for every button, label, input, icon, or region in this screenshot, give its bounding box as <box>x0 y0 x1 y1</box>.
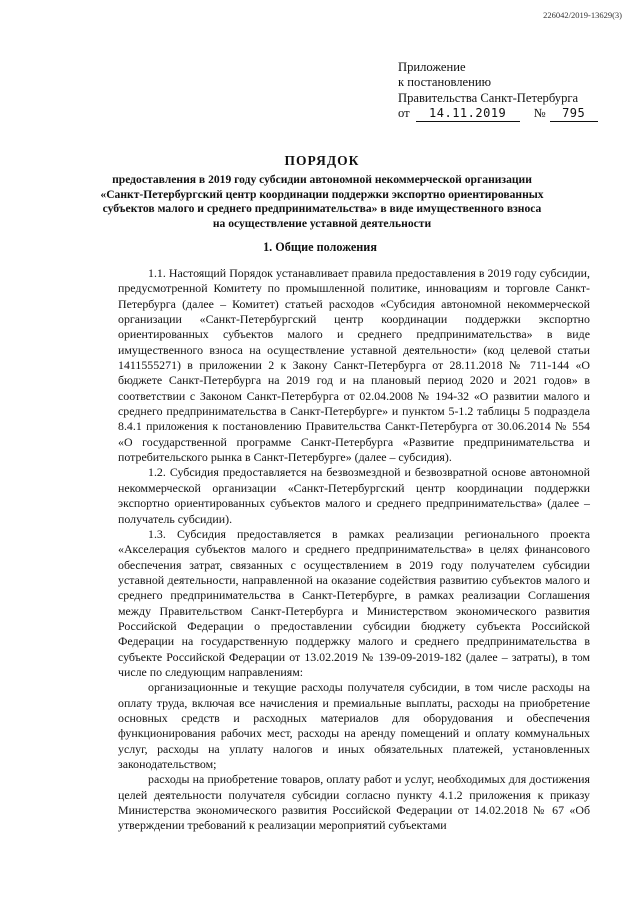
document-id: 226042/2019-13629(3) <box>543 10 622 20</box>
date-prefix: от <box>398 105 410 120</box>
appendix-line-1: Приложение <box>398 60 466 74</box>
document-title-block <box>96 153 548 231</box>
section-body <box>118 266 590 834</box>
paragraph-1-2: 1.2. Субсидия предоставляется на безвозмездной и безвозвратной основе автономной некоммерческой организации «Санкт-Петербургский центр координации поддержки экспортно ориентированных субъектов малого и среднего предпринимательства» (далее – получатель субсидии). <box>118 465 590 526</box>
paragraph-expense-item: организационные и текущие расходы получателя субсидии, в том числе расходы на оплату труда, включая все начисления и премиальные выплаты, расходы на приобретение основных средств и расходных материалов для оборудования и обеспечения функционирования рабочих мест, расходы на аренду помещений и оплату коммунальных услуг, расходы на уплату налогов и иных обязательных платежей, установленных законодательством; <box>118 680 590 771</box>
appendix-line-2: к постановлению <box>398 75 492 90</box>
paragraph-1-1: 1.1. Настоящий Порядок устанавливает правила предоставления в 2019 году субсидии, предусмотренной Комитету по промышленной политике, инновациям и торговле Санкт-Петербурга (далее – Комитет) статьей расходов «Субсидия автономной некоммерческой организации «Санкт-Петербургский центр координации поддержки экспортно ориентированных субъектов малого и среднего предпринимательства» в виде имущественного взноса на осуществление уставной деятельности» (код целевой статьи 1411555271) в приложении 2 к Закону Санкт-Петербурга от 28.11.2018 № 711-144 «О бюджете Санкт-Петербурга на 2019 год и на плановый период 2020 и 2021 годов» в соответствии с Законом Санкт-Петербурга от 02.04.2008 № 194-32 «О развитии малого и среднего предпринимательства в Санкт-Петербурге» и пунктом 5-1.2 таблицы 5 подраздела 8.4.1 приложения к постановлению Правительства Санкт-Петербурга от 30.06.2014 № 554 «О государственной программе Санкт-Петербурга «Развитие предпринимательства и потребительского рынка в Санкт-Петербурге» (далее – субсидия). <box>118 266 590 465</box>
document-title: ПОРЯДОК <box>284 153 360 168</box>
title-line: на осуществление уставной деятельности <box>212 216 432 230</box>
decree-date: 14.11.2019 <box>416 106 520 122</box>
appendix-block <box>398 60 628 122</box>
section-heading: 1. Общие положения <box>263 240 377 254</box>
title-line: «Санкт-Петербургский центр координации поддержки экспортно ориентированных <box>100 187 544 201</box>
number-sign: № <box>533 105 546 120</box>
appendix-line-3: Правительства Санкт-Петербурга <box>398 90 579 105</box>
title-line: субъектов малого и среднего предпринимательства» в виде имущественного взноса <box>102 202 542 215</box>
appendix-date-number-line <box>398 106 628 122</box>
paragraph-1-3: 1.3. Субсидия предоставляется в рамках реализации регионального проекта «Акселерация субъектов малого и среднего предпринимательства» в целях финансового обеспечения затрат, связанных с осуществлением в 2019 году получателем субсидии уставной деятельности, направленной на оказание содействия развитию субъектов малого и среднего предпринимательства в Санкт-Петербурге, в рамках реализации Соглашения между Правительством Санкт-Петербурга и Министерством экономического развития Российской Федерации о предоставлении субсидии бюджету субъекта Российской Федерации на государственную поддержку малого и среднего предпринимательства в субъекте Российской Федерации от 13.02.2019 № 139-09-2019-182 (далее – затраты), в том числе по следующим направлениям: <box>118 526 590 679</box>
paragraph-expense-item: расходы на приобретение товаров, оплату работ и услуг, необходимых для достижения целей деятельности получателя субсидии согласно пункту 4.1.2 приложения к приказу Министерства экономического развития Российской Федерации от 14.02.2018 № 67 «Об утверждении требований к реализации мероприятий субъектами <box>118 772 590 833</box>
decree-number: 795 <box>550 106 598 122</box>
title-line: предоставления в 2019 году субсидии автономной некоммерческой организации <box>112 173 532 186</box>
